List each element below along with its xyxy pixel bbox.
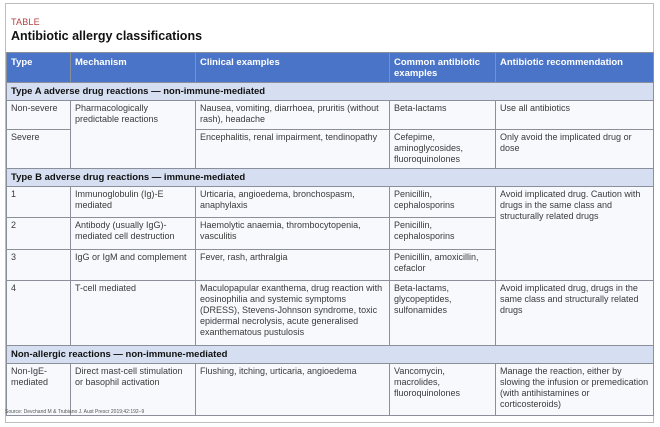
section-row <box>7 83 654 101</box>
cell-type: 2 <box>7 218 71 250</box>
cell-antibiotics: Penicillin, cephalosporins <box>390 218 496 250</box>
table-row <box>7 364 654 416</box>
cell-clinical: Fever, rash, arthralgia <box>196 250 390 281</box>
table-label: TABLE <box>11 17 40 27</box>
cell-recommendation: Avoid implicated drug. Caution with drugs in the same class and structurally related drugs <box>496 187 654 281</box>
cell-mechanism: Direct mast-cell stimulation or basophil activation <box>71 364 196 416</box>
cell-mechanism: Pharmacologically predictable reactions <box>71 101 196 169</box>
cell-antibiotics: Cefepime, aminoglycosides, fluoroquinolones <box>390 130 496 169</box>
section-heading: Type A adverse drug reactions — non-immune-mediated <box>7 83 654 101</box>
allergy-table <box>6 52 654 416</box>
table-title: Antibiotic allergy classifications <box>11 29 203 43</box>
section-row <box>7 346 654 364</box>
section-row <box>7 169 654 187</box>
cell-clinical: Nausea, vomiting, diarrhoea, pruritis (without rash), headache <box>196 101 390 130</box>
table-row <box>7 101 654 130</box>
cell-recommendation: Only avoid the implicated drug or dose <box>496 130 654 169</box>
cell-recommendation: Use all antibiotics <box>496 101 654 130</box>
table-row <box>7 281 654 346</box>
cell-clinical: Urticaria, angioedema, bronchospasm, anaphylaxis <box>196 187 390 218</box>
col-type: Type <box>7 53 71 83</box>
cell-recommendation: Avoid implicated drug, drugs in the same class and structurally related drugs <box>496 281 654 346</box>
cell-mechanism: T-cell mediated <box>71 281 196 346</box>
cell-clinical: Haemolytic anaemia, thrombocytopenia, vasculitis <box>196 218 390 250</box>
cell-antibiotics: Beta-lactams, glycopeptides, sulfonamides <box>390 281 496 346</box>
col-mechanism: Mechanism <box>71 53 196 83</box>
table-card <box>5 3 654 423</box>
cell-antibiotics: Penicillin, cephalosporins <box>390 187 496 218</box>
header-row <box>7 53 654 83</box>
cell-mechanism: IgG or IgM and complement <box>71 250 196 281</box>
cell-mechanism: Antibody (usually IgG)-mediated cell destruction <box>71 218 196 250</box>
cell-clinical: Maculopapular exanthema, drug reaction with eosinophilia and systemic symptoms (DRESS), Stevens-Johnson syndrome, toxic epidermal necrolysis, acute generalised exanthematous pustulosis <box>196 281 390 346</box>
cell-clinical: Flushing, itching, urticaria, angioedema <box>196 364 390 416</box>
col-clinical: Clinical examples <box>196 53 390 83</box>
col-recommendation: Antibiotic recommendation <box>496 53 654 83</box>
col-antibiotics: Common antibiotic examples <box>390 53 496 83</box>
section-heading: Non-allergic reactions — non-immune-mediated <box>7 346 654 364</box>
section-heading: Type B adverse drug reactions — immune-mediated <box>7 169 654 187</box>
cell-type: 1 <box>7 187 71 218</box>
cell-type: Non-severe <box>7 101 71 130</box>
cell-antibiotics: Beta-lactams <box>390 101 496 130</box>
table-row <box>7 187 654 218</box>
cell-type: 3 <box>7 250 71 281</box>
cell-type: 4 <box>7 281 71 346</box>
cell-mechanism: Immunoglobulin (Ig)-E mediated <box>71 187 196 218</box>
cell-type: Non-IgE-mediated <box>7 364 71 416</box>
cell-clinical: Encephalitis, renal impairment, tendinopathy <box>196 130 390 169</box>
cell-antibiotics: Penicillin, amoxicillin, cefaclor <box>390 250 496 281</box>
cell-type: Severe <box>7 130 71 169</box>
source-note: Source: Devchand M & Trubiano J. Aust Prescr 2019;42:192–9 <box>5 409 145 415</box>
cell-antibiotics: Vancomycin, macrolides, fluoroquinolones <box>390 364 496 416</box>
cell-recommendation: Manage the reaction, either by slowing the infusion or premedication (with antihistamines or corticosteroids) <box>496 364 654 416</box>
